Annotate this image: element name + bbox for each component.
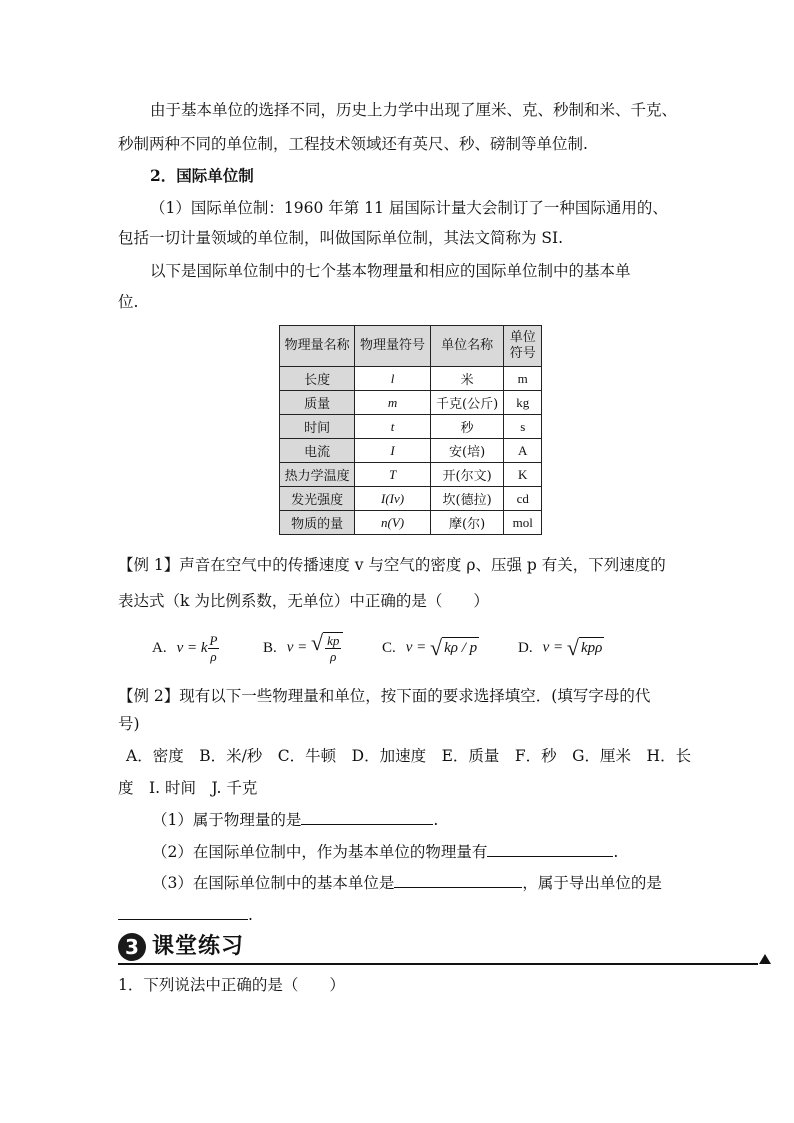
option-b-label: B. [263,639,277,656]
quantity-name: 发光强度 [280,487,355,511]
example2-question-2 [152,842,618,862]
header-unit-name: 单位名称 [430,326,504,367]
quantity-name: 物质的量 [280,511,355,535]
si-base-units-table [279,325,542,535]
unit-name: 千克(公斤) [430,391,504,415]
example2-line-2: 号) [118,715,140,733]
unit-name: 坎(德拉) [430,487,504,511]
quantity-name: 质量 [280,391,355,415]
quantity-symbol: m [355,391,431,415]
example1-option-c[interactable] [382,628,479,668]
answer-blank-3b[interactable] [118,905,248,920]
example1-line-2: 表达式（k 为比例系数，无单位）中正确的是（ ） [118,592,489,610]
unit-symbol: s [504,415,542,439]
option-a-formula: v = k $\frac{P}{\rho}$ [176,632,218,664]
header-unit-symbol-line1: 单位 [509,330,536,345]
unit-symbol: m [504,367,542,391]
quantity-symbol: I(Iv) [355,487,431,511]
option-d-formula: v = √ kpρ [542,635,603,660]
quantity-symbol: t [355,415,431,439]
example1-option-a[interactable] [152,628,219,668]
unit-symbol: K [504,463,542,487]
unit-symbol: A [504,439,542,463]
practice-question-1: 1．下列说法中正确的是（ ） [118,976,345,994]
example2-question-3-continuation [118,905,253,925]
quantity-symbol: l [355,367,431,391]
period: . [613,843,619,861]
question-1-text: （1）属于物理量的是 [152,811,302,829]
section-header-classroom-practice [118,930,768,964]
section-number-badge: 3 [118,933,146,961]
option-b-formula: v = √ $\frac{kp}{\rho}$ [287,632,344,664]
option-d-label: D. [518,639,533,656]
unit-name: 安(培) [430,439,504,463]
unit-symbol: mol [504,511,542,535]
heading-si: 2．国际单位制 [150,166,254,185]
quantity-name: 电流 [280,439,355,463]
period: . [248,906,253,924]
header-quantity-symbol: 物理量符号 [355,326,431,367]
table-intro-line-2: 位. [118,293,139,311]
example2-choices-line-2: 度 I. 时间 J. 千克 [118,779,258,797]
quantity-symbol: I [355,439,431,463]
quantity-name: 长度 [280,367,355,391]
option-c-label: C. [382,639,396,656]
unit-name: 开(尔文) [430,463,504,487]
example2-question-3 [152,873,662,893]
question-3-text-a: （3）在国际单位制中的基本单位是 [152,874,395,892]
table-row [280,391,542,415]
intro-line-2: 秒制两种不同的单位制，工程技术领域还有英尺、秒、磅制等单位制. [118,135,588,153]
section-divider [118,963,758,965]
header-quantity-name: 物理量名称 [280,326,355,367]
si-line-2: 包括一切计量领域的单位制，叫做国际单位制，其法文简称为 SI. [118,229,564,247]
table-row [280,415,542,439]
example1-option-b[interactable] [263,628,343,668]
period: . [433,811,439,829]
quantity-name: 热力学温度 [280,463,355,487]
example1-option-d[interactable] [518,628,604,668]
table-row [280,367,542,391]
table-row [280,511,542,535]
unit-name: 米 [430,367,504,391]
table-header-row [280,326,542,367]
question-3-text-b: ，属于导出单位的是 [522,874,662,892]
section-title: 课堂练习 [152,934,245,959]
unit-name: 秒 [430,415,504,439]
header-unit-symbol [504,326,542,367]
example1-line-1: 【例 1】声音在空气中的传播速度 v 与空气的密度 ρ、压强 p 有关，下列速度的 [118,556,666,574]
answer-blank-1[interactable] [301,810,433,825]
table-intro-line-1: 以下是国际单位制中的七个基本物理量和相应的国际单位制中的基本单 [150,262,631,280]
unit-name: 摩(尔) [430,511,504,535]
example2-choices-line-1: A．密度 B．米/秒 C．牛顿 D．加速度 E．质量 F．秒 G．厘米 H．长 [126,747,692,765]
answer-blank-3a[interactable] [394,873,522,888]
si-line-1: （1）国际单位制：1960 年第 11 届国际计量大会制订了一种国际通用的、 [150,199,668,217]
answer-blank-2[interactable] [487,842,613,857]
quantity-name: 时间 [280,415,355,439]
table-row [280,463,542,487]
header-unit-symbol-line2: 符号 [509,346,536,361]
question-2-text: （2）在国际单位制中，作为基本单位的物理量有 [152,843,488,861]
intro-line-1: 由于基本单位的选择不同，历史上力学中出现了厘米、克、秒制和米、千克、 [150,101,678,119]
quantity-symbol: n(V) [355,511,431,535]
quantity-symbol: T [355,463,431,487]
option-c-formula: v = √ kρ / p [405,635,478,660]
unit-symbol: kg [504,391,542,415]
unit-symbol: cd [504,487,542,511]
option-a-label: A. [152,639,167,656]
example2-line-1: 【例 2】现有以下一些物理量和单位，按下面的要求选择填空．(填写字母的代 [118,687,651,705]
example2-question-1 [152,810,438,830]
table-row [280,487,542,511]
table-row [280,439,542,463]
triangle-marker-icon [759,954,771,964]
